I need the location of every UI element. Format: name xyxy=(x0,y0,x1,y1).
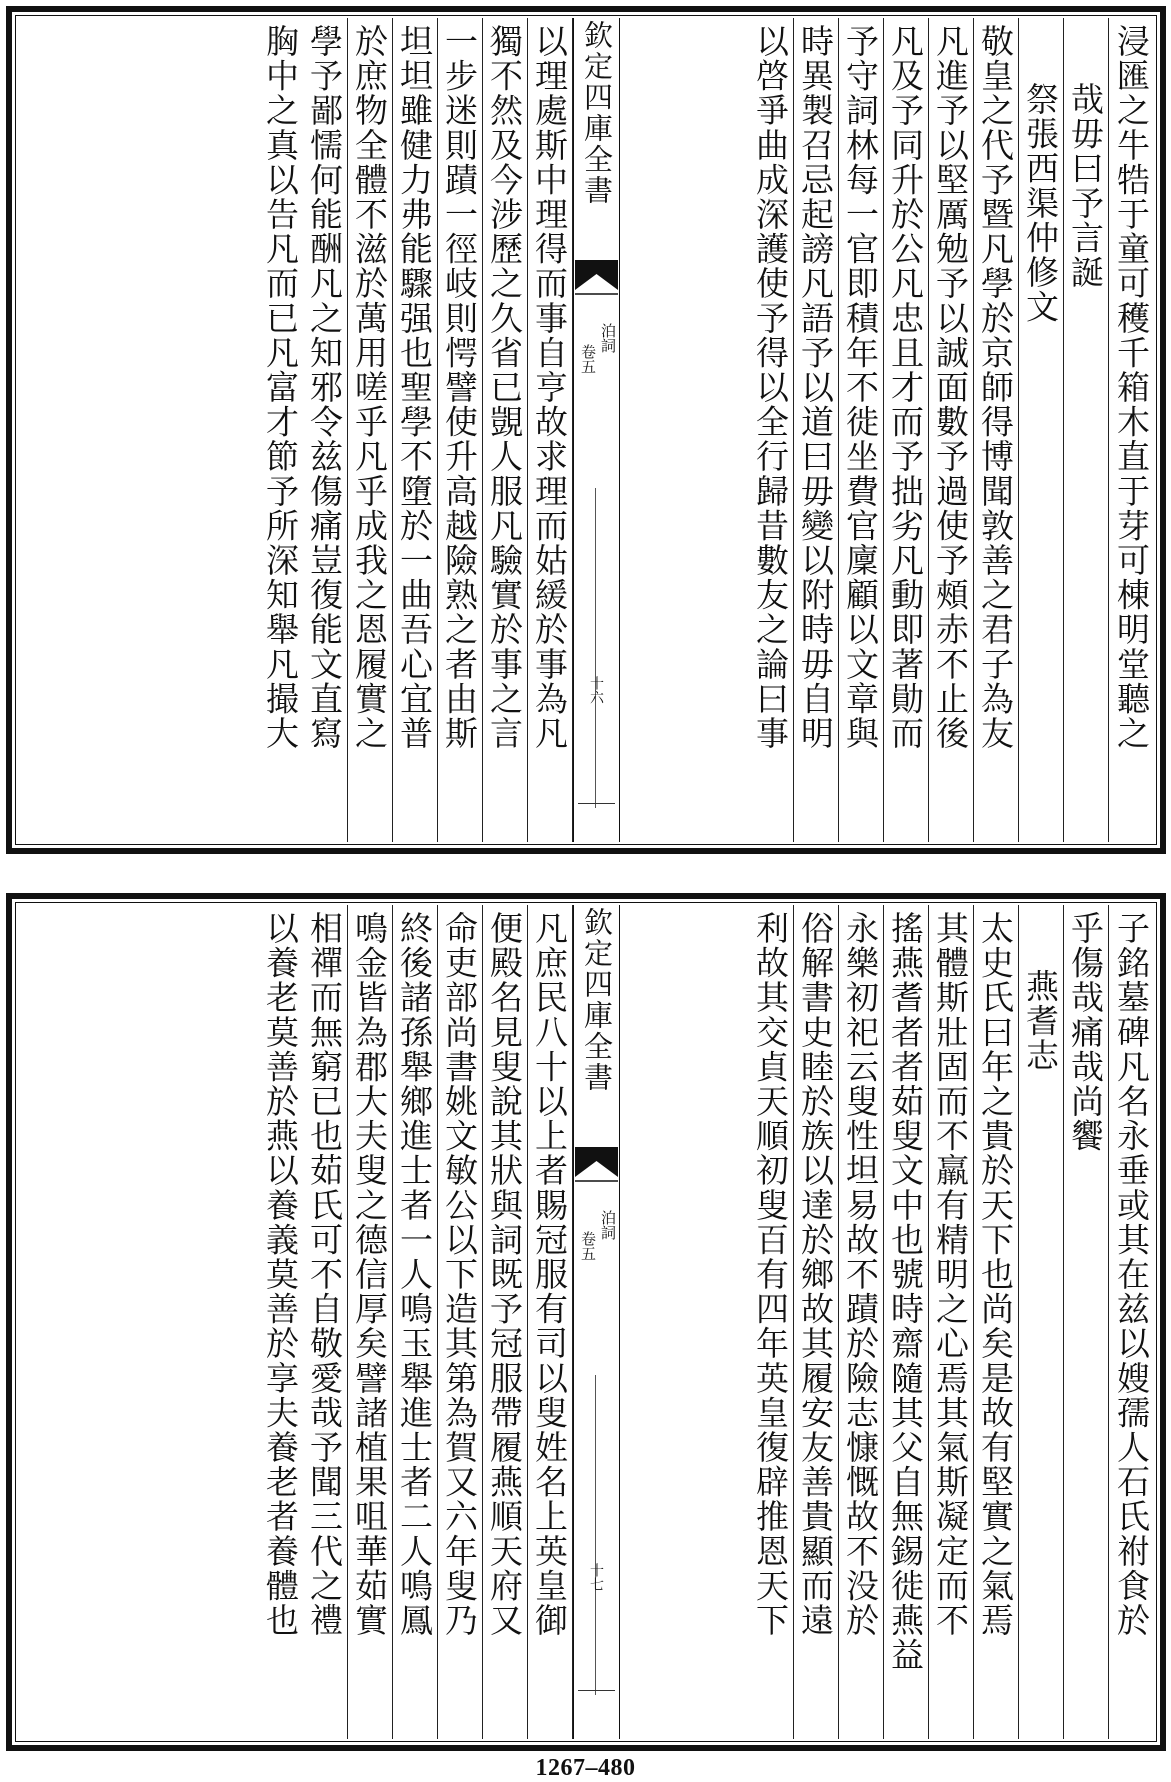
right-text-block xyxy=(599,905,1154,1739)
left-text-block xyxy=(18,18,573,842)
text-column: 學予鄙懦何能酬凡之知邪令兹傷痛豈復能文直寫 xyxy=(303,18,348,842)
text-column: 敬皇之代予暨凡學於京師得博聞敦善之君子為友 xyxy=(974,18,1019,842)
text-column: 相禪而無窮已也茹氏可不自敬愛哉予聞三代之禮 xyxy=(303,905,348,1739)
text-column: 於庶物全體不滋於萬用嗟乎凡乎成我之恩履實之 xyxy=(348,18,393,842)
text-column: 胸中之真以告凡而已凡富才節予所深知舉凡撮大 xyxy=(261,24,300,751)
section-title: 祭張西渠仲修文 xyxy=(1019,18,1064,842)
fishtail-mark-icon xyxy=(575,1147,618,1183)
text-column: 獨不然及今涉歷之久省已覬人服凡驗實於事之言 xyxy=(483,18,528,842)
text-column: 終後諸孫舉鄉進士者一人鳴玉舉進士者二人鳴鳳 xyxy=(393,905,438,1739)
page-sheet-1 xyxy=(6,6,1166,854)
text-column: 凡庶民八十以上者賜冠服有司以叟姓名上英皇御 xyxy=(528,905,573,1739)
spine-base-line xyxy=(578,1690,615,1691)
right-text-block xyxy=(599,18,1154,842)
spine-rule xyxy=(595,1375,596,1695)
spine-book-name: 泊詞 xyxy=(599,323,617,353)
spine-volume: 卷五 xyxy=(579,344,597,374)
text-column: 俗解書史睦於族以達於鄉故其履安友善貴顯而遠 xyxy=(794,905,839,1739)
text-column: 子銘墓碑凡名永垂或其在兹以嫂孺人石氏祔食於 xyxy=(1112,911,1151,1638)
text-column: 太史氏曰年之貴於天下也尚矣是故有堅實之氣焉 xyxy=(974,905,1019,1739)
text-column: 搖燕耆者者茹叟文中也號時齋隨其父自無錫徙燕益 xyxy=(884,905,929,1739)
text-column: 其體斯壯固而不羸有精明之心焉其氣斯凝定而不 xyxy=(929,905,974,1739)
text-column: 予守詞林每一官即積年不徙坐費官廩顧以文章與 xyxy=(839,18,884,842)
text-column: 便殿名見叟說其狀與詞既予冠服帶履燕順天府又 xyxy=(483,905,528,1739)
center-spine xyxy=(573,18,620,842)
text-column: 凡及予同升於公凡忠且才而予拙劣凡動即著勛而 xyxy=(884,18,929,842)
center-spine xyxy=(573,905,620,1739)
spine-rule xyxy=(595,488,596,808)
text-column: 利故其交貞天順初叟百有四年英皇復辟推恩天下 xyxy=(749,905,794,1739)
text-column: 命吏部尚書姚文敏公以下造其第為賀又六年叟乃 xyxy=(438,905,483,1739)
spine-base-line xyxy=(578,803,615,804)
fishtail-mark-icon xyxy=(575,260,618,296)
spine-page-number: 十七 xyxy=(588,1563,604,1591)
text-column: 以理處斯中理得而事自亨故求理而姑緩於事為凡 xyxy=(528,18,573,842)
text-column: 乎傷哉痛哉尚饗 xyxy=(1064,905,1109,1739)
text-column: 以啓爭曲成深護使予得以全行歸昔數友之論曰事 xyxy=(749,18,794,842)
text-column: 時異製召忌起謗凡語予以道曰毋變以附時毋自明 xyxy=(794,18,839,842)
text-column: 哉毋曰予言誕 xyxy=(1064,18,1109,842)
spine-page-number: 十六 xyxy=(588,676,604,704)
spine-title: 欽定四庫全書 xyxy=(580,907,614,1093)
page-sheet-2 xyxy=(6,893,1166,1751)
text-column: 凡進予以堅厲勉予以誠面數予過使予頰赤不止後 xyxy=(929,18,974,842)
text-column: 鳴金皆為郡大夫叟之德信厚矣譬諸植果咀華茹實 xyxy=(348,905,393,1739)
spine-volume: 卷五 xyxy=(579,1231,597,1261)
spine-title: 欽定四庫全書 xyxy=(580,20,614,206)
left-text-block xyxy=(18,905,573,1739)
text-column: 永樂初祀云叟性坦易故不蹟於險志慷慨故不没於 xyxy=(839,905,884,1739)
section-title: 燕耆志 xyxy=(1019,905,1064,1739)
scan-page-number: 1267–480 xyxy=(535,1755,636,1781)
text-column: 一步迷則蹟一徑岐則愕譬使升高越險熟之者由斯 xyxy=(438,18,483,842)
text-column: 浸匯之牛牿于童可穫千箱木直于芽可棟明堂聽之 xyxy=(1112,24,1151,751)
spine-book-name: 泊詞 xyxy=(599,1210,617,1240)
text-column: 坦坦雖健力弗能驟强也聖學不墮於一曲吾心宜普 xyxy=(393,18,438,842)
text-column: 以養老莫善於燕以養義莫善於享夫養老者養體也 xyxy=(261,911,300,1638)
